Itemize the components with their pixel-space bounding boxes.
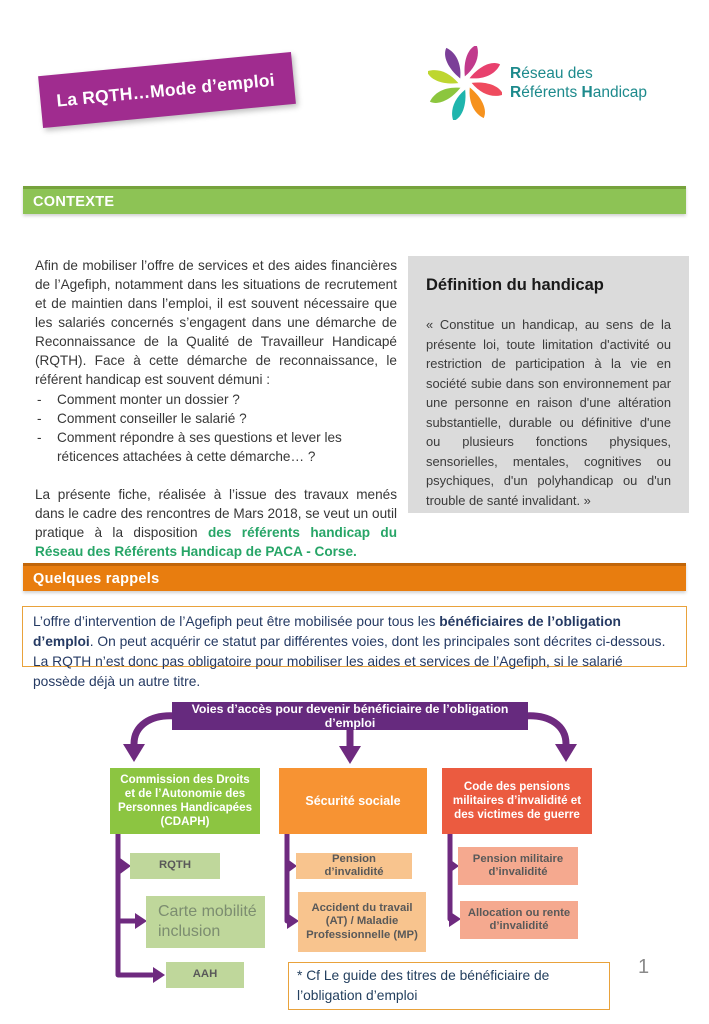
rappels-callout-box: L’offre d’intervention de l’Agefiph peut être mobilisée pour tous les bénéficiaires de l’obligation d’emploi. On peut acquérir ce statut par différentes voies, dont les principales sont décrites ci-dessous. La RQTH n’est donc pas obligatoire pour mobiliser les aides et services de l’Agefiph, si le salarié possède déjà un autre titre. [22,606,687,667]
title-banner [38,52,296,128]
list-item: - Comment répondre à ses questions et lever les réticences attachées à cette démarche… ? [37,430,342,464]
diagram-box-carte-mobilite: Carte mobilité inclusion [146,896,265,948]
section-title: CONTEXTE [33,193,115,210]
footnote-box: * Cf Le guide des titres de bénéficiaire de l’obligation d’emploi [288,962,610,1010]
pinwheel-logo-icon [428,46,502,120]
diagram-box-code-pensions: Code des pensions militaires d’invalidité et des victimes de guerre [442,768,592,834]
diagram-header: Voies d’accès pour devenir bénéficiaire de l’obligation d’emploi [172,702,528,730]
network-logo [428,46,647,120]
section-title: Quelques rappels [33,570,160,587]
diagram-box-allocation-rente: Allocation ou rente d’invalidité [460,901,578,939]
diagram-box-cdaph: Commission des Droits et de l’Autonomie des Personnes Handicapées (CDAPH) [110,768,260,834]
logo-line1: Réseau des [510,65,593,82]
highlighted-text: des référents handicap du Réseau des Référents Handicap de PACA - Corse. [35,525,397,559]
diagram-box-securite-sociale: Sécurité sociale [279,768,427,834]
logo-line2: Référents Handicap [510,84,648,101]
intro-bullet-list [35,390,397,466]
diagram-box-pension-invalidite: Pension d’invalidité [296,853,412,879]
definition-body: « Constitue un handicap, au sens de la présente loi, toute limitation d'activité ou restriction de participation à la vie en société subie dans son environnement par une personne en raison d'une altération substantielle, durable ou définitive d'une ou plusieurs fonctions physiques, sensorielles, mentales, cognitives ou psychiques, d'un polyhandicap ou d'un trouble de santé invalidant. » [426,317,671,508]
section-header-contexte [23,186,686,214]
diagram-box-pension-militaire: Pension militaire d’invalidité [458,847,578,885]
diagram-box-rqth: RQTH [130,853,220,879]
definition-box [408,256,689,513]
diagram-box-aah: AAH [166,962,244,988]
list-item: - Comment conseiller le salarié ? [37,411,247,426]
bold-text: bénéficiaires de l’obligation d’emploi [33,614,621,649]
document-title: La RQTH…Mode d’emploi [55,69,276,111]
intro-paragraph-2: La présente fiche, réalisée à l’issue des travaux menés dans le cadre des rencontres de Mars 2018, se veut un outil pratique à la disposition des référents handicap du Réseau des Référents Handicap de PACA - Corse. [35,487,397,559]
definition-title: Définition du handicap [426,276,604,294]
intro-paragraph-1: Afin de mobiliser l’offre de services et des aides financières de l’Agefiph, notamment dans les situations de recrutement et de maintien dans l’emploi, il est souvent nécessaire que les salariés concernés s’engagent dans une démarche de Reconnaissance de la Qualité de Travailleur Handicapé (RQTH). Face à cette démarche de reconnaissance, le référent handicap est souvent démuni : [35,258,397,387]
section-header-rappels [23,563,686,591]
list-item: - Comment monter un dossier ? [37,392,240,407]
logo-wordmark [510,64,647,102]
diagram-box-accident-travail: Accident du travail (AT) / Maladie Professionnelle (MP) [298,892,426,952]
page-number: 1 [638,956,650,978]
intro-column [35,256,397,561]
